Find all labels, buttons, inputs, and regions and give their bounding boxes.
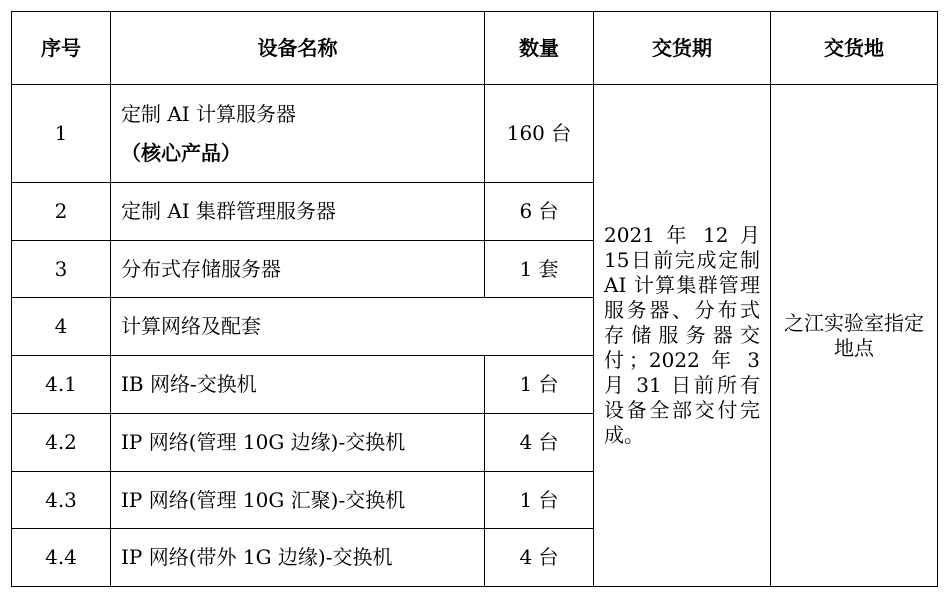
header-row: [12, 12, 938, 85]
row-qty: 1 台: [485, 356, 594, 414]
equipment-delivery-table: [11, 11, 938, 587]
header-no: 序号: [12, 12, 111, 85]
row-no: 4: [12, 298, 111, 356]
row-name: IB 网络-交换机: [111, 356, 485, 414]
row-qty: 4 台: [485, 529, 594, 587]
row-name: 分布式存储服务器: [111, 241, 485, 298]
row-no: 4.2: [12, 414, 111, 472]
header-name: 设备名称: [111, 12, 485, 85]
row-name: [111, 85, 485, 183]
header-delivery-place: 交货地: [771, 12, 938, 85]
header-qty: 数量: [485, 12, 594, 85]
table-row: [12, 85, 938, 183]
row-name-text: 定制 AI 计算服务器: [121, 101, 297, 126]
header-delivery-period: 交货期: [594, 12, 771, 85]
row-no: 4.4: [12, 529, 111, 587]
row-no: 3: [12, 241, 111, 298]
row-name: 定制 AI 集群管理服务器: [111, 183, 485, 241]
row-qty: 1 台: [485, 472, 594, 529]
row-qty: 1 套: [485, 241, 594, 298]
row-qty: 6 台: [485, 183, 594, 241]
delivery-place-cell: 之江实验室指定地点: [771, 85, 938, 587]
core-product-note: （核心产品）: [121, 140, 241, 165]
row-name: IP 网络(带外 1G 边缘)-交换机: [111, 529, 485, 587]
row-no: 4.3: [12, 472, 111, 529]
row-no: 4.1: [12, 356, 111, 414]
row-name: IP 网络(管理 10G 边缘)-交换机: [111, 414, 485, 472]
delivery-period-cell: 2021 年 12 月 15日前完成定制 AI 计算集群管理服务器、分布式存储服务器交付；2022 年 3 月 31 日前所有设备全部交付完成。: [594, 85, 771, 587]
row-no: 2: [12, 183, 111, 241]
row-name: IP 网络(管理 10G 汇聚)-交换机: [111, 472, 485, 529]
row-name: 计算网络及配套: [111, 298, 594, 356]
row-no: 1: [12, 85, 111, 183]
row-qty: 4 台: [485, 414, 594, 472]
row-qty: 160 台: [485, 85, 594, 183]
